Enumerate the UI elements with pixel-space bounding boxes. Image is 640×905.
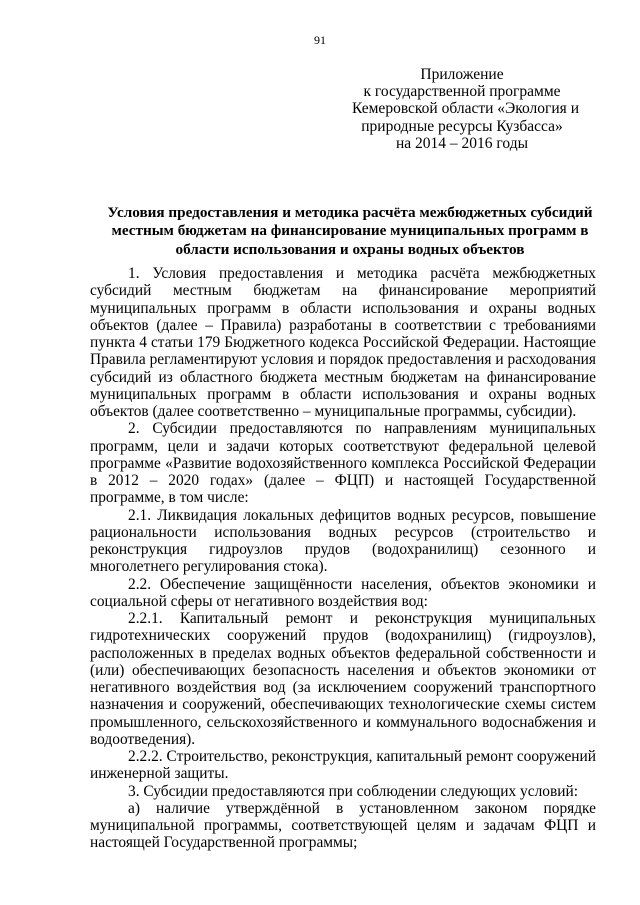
paragraph: 2.2. Обеспечение защищённости населения, объектов экономики и социальной сферы от негативного воздействия вод: <box>90 575 596 610</box>
title-line: области использования и охраны водных объектов <box>175 240 525 258</box>
paragraph: 3. Субсидии предоставляются при соблюдении следующих условий: <box>128 782 578 800</box>
title-line: местным бюджетам на финансирование муниципальных программ в <box>111 222 589 240</box>
appendix-line: Кемеровской области «Экология и <box>352 100 579 118</box>
document-body <box>90 265 596 852</box>
paragraph: 2.2.2. Строительство, реконструкция, капитальный ремонт сооружений инженерной защиты. <box>90 748 596 783</box>
appendix-line: природные ресурсы Кузбасса» <box>361 117 563 135</box>
appendix-line: Приложение <box>420 66 504 83</box>
appendix-line: на 2014 – 2016 годы <box>396 134 528 152</box>
paragraph: 2.1. Ликвидация локальных дефицитов водных ресурсов, повышение рациональности использования водных ресурсов (строительство и реконструкция гидроузлов прудов (водохранилищ) сезонного и многолетнего регулирования стока). <box>90 506 596 576</box>
paragraph: а) наличие утверждённой в установленном законом порядке муниципальной программы, соответствующей целям и задачам ФЦП и настоящей Государственной программы; <box>90 799 596 852</box>
title-line: Условия предоставления и методика расчёта межбюджетных субсидий <box>107 204 593 221</box>
paragraph: 1. Условия предоставления и методика расчёта межбюджетных субсидий местным бюджетам на финансирование мероприятий муниципальных программ в области использования и охраны водных объектов (далее – Правила) разработаны в соответствии с требованиями пункта 4 статьи 179 Бюджетного кодекса Российской Федерации. Настоящие Правила регламентируют условия и порядок предоставления и расходования субсидий из областного бюджета местным бюджетам на финансирование муниципальных программ в области использования и охраны водных объектов (далее соответственно – муниципальные программы, субсидии). <box>90 265 596 420</box>
document-title <box>90 204 610 259</box>
appendix-line: к государственной программе <box>363 83 561 101</box>
appendix-header <box>352 66 579 152</box>
paragraph: 2. Субсидии предоставляются по направлениям муниципальных программ, цели и задачи которых соответствуют федеральной целевой программе «Развитие водохозяйственного комплекса Российской Федерации в 2012 – 2020 годах» (далее – ФЦП) и настоящей Государственной программе, в том числе: <box>90 420 596 507</box>
page-number: 91 <box>314 33 326 47</box>
paragraph: 2.2.1. Капитальный ремонт и реконструкция муниципальных гидротехнических сооружений прудов (водохранилищ) (гидроузлов), расположенных в пределах водных объектов федеральной собственности и (или) обеспечивающих безопасность населения и объектов экономики от негативного воздействия вод (за исключением сооружений транспортного назначения и сооружений, обеспечивающих технологические схемы систем промышленного, сельскохозяйственного и коммунального водоснабжения и водоотведения). <box>90 610 596 748</box>
